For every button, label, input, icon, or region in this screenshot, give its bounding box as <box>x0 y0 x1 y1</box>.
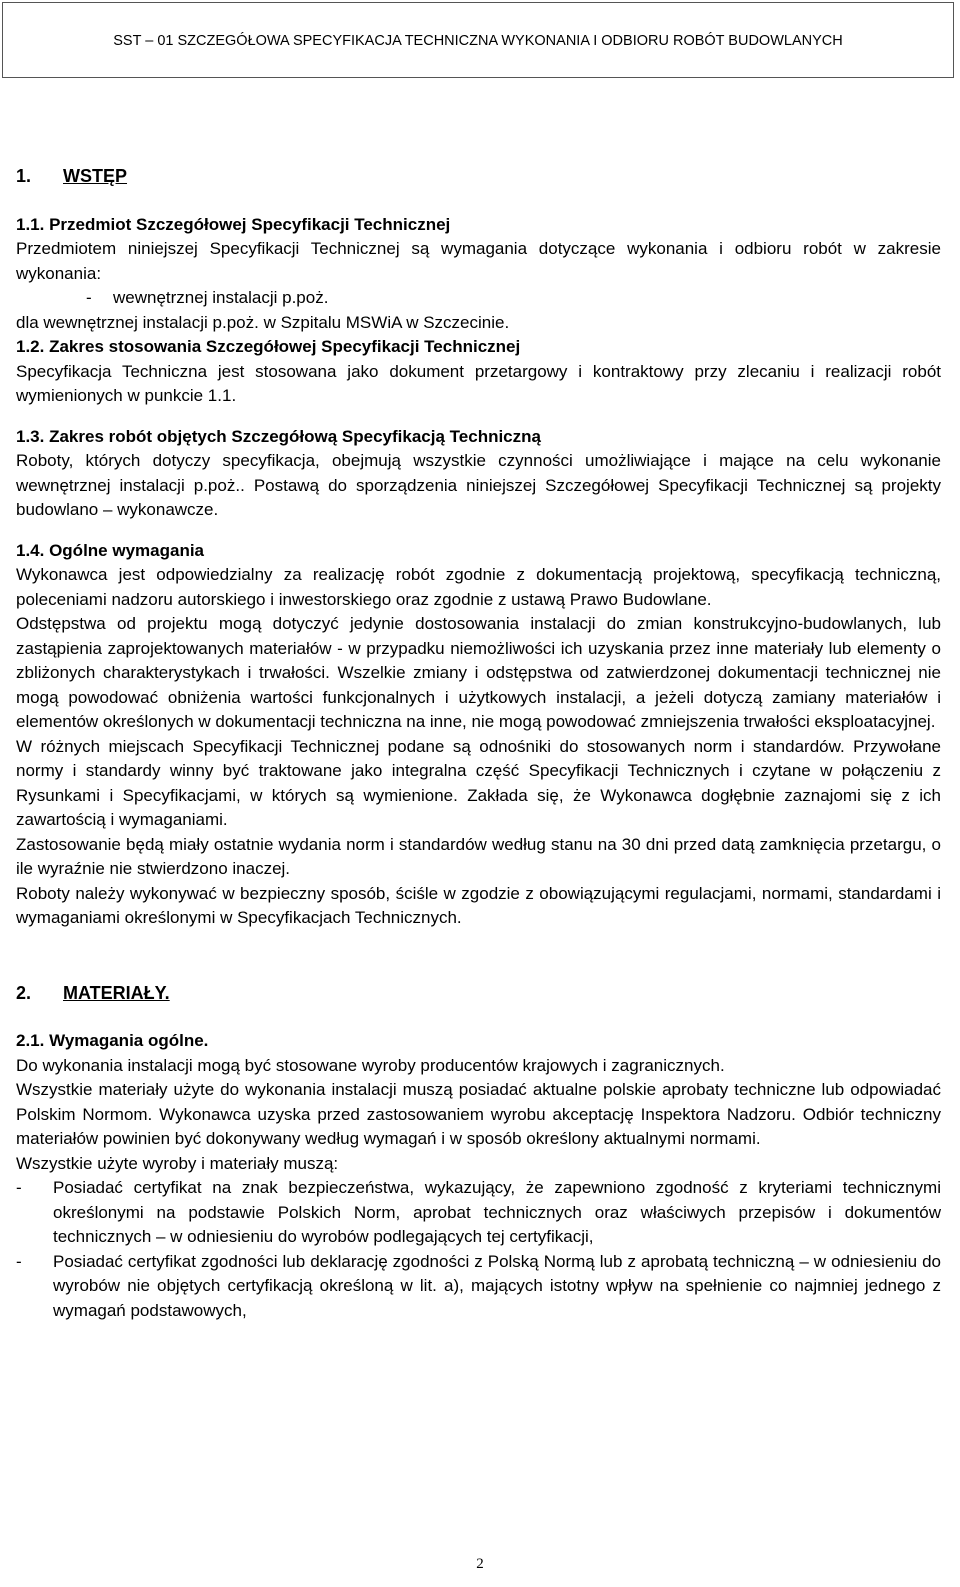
section-1-4-heading: 1.4. Ogólne wymagania <box>16 540 205 560</box>
paragraph: Wszystkie użyte wyroby i materiały muszą: <box>16 1153 339 1173</box>
list-marker: - <box>16 1178 22 1197</box>
dash-marker: - <box>86 288 92 307</box>
list-item-text: Posiadać certyfikat na znak bezpieczeństwa, wykazujący, że zapewniono zgodność z kryteriami technicznymi określonymi na podstawie Polskich Norm, aprobat technicznych oraz właściwych przepisów i dokumentów technicznych – w odniesieniu do wyrobów podlegających tej certyfikacji, <box>53 1178 941 1246</box>
page-header <box>2 2 954 78</box>
dash-item-text: wewnętrznej instalacji p.poż. <box>113 288 329 307</box>
header-title: SST – 01 SZCZEGÓŁOWA SPECYFIKACJA TECHNICZNA WYKONANIA I ODBIORU ROBÓT BUDOWLANYCH <box>113 33 843 49</box>
document-body <box>16 164 941 1323</box>
list-item <box>16 1250 941 1324</box>
paragraph: Specyfikacja Techniczna jest stosowana jako dokument przetargowy i kontraktowy przy zlecaniu i realizacji robót wymienionych w punkcie 1.1. <box>16 361 941 405</box>
paragraph: Roboty, których dotyczy specyfikacja, obejmują wszystkie czynności umożliwiające i mające na celu wykonanie wewnętrznej instalacji p.poż.. Postawą do sporządzenia niniejszej Szczegółowej Specyfikacji Technicznej są projekty budowlano – wykonawcze. <box>16 451 941 519</box>
paragraph: Do wykonania instalacji mogą być stosowane wyroby producentów krajowych i zagranicznych. <box>16 1055 725 1075</box>
section-title: WSTĘP <box>63 166 128 186</box>
dash-item <box>16 286 941 311</box>
section-2-1-heading: 2.1. Wymagania ogólne. <box>16 1031 209 1050</box>
list-item <box>16 1176 941 1250</box>
paragraph: Roboty należy wykonywać w bezpieczny sposób, ściśle w zgodzie z obowiązującymi regulacjami, normami, standardami i wymaganiami określonymi w Specyfikacjach Technicznych. <box>16 883 941 927</box>
requirements-list <box>16 1176 941 1323</box>
list-marker: - <box>16 1251 22 1271</box>
section-1-3-heading: 1.3. Zakres robót objętych Szczegółową Specyfikacją Techniczną <box>16 426 541 446</box>
paragraph: Wszystkie materiały użyte do wykonania instalacji muszą posiadać aktualne polskie aprobaty techniczne lub odpowiadać Polskim Normom. Wykonawca uzyska przed zastosowaniem wyrobu akceptację Inspektora Nadzoru. Odbiór techniczny materiałów powinien być dokonywany według wymagań i w sposób określony aktualnymi normami. <box>16 1080 941 1148</box>
paragraph: Zastosowanie będą miały ostatnie wydania norm i standardów według stanu na 30 dni przed datą zamknięcia przetargu, o ile wyraźnie nie stwierdzono inaczej. <box>16 834 941 878</box>
paragraph: W różnych miejscach Specyfikacji Technicznej podane są odnośniki do stosowanych norm i standardów. Przywołane normy i standardy winny być traktowane jako integralna część Specyfikacji Technicznych i czytane w połączeniu z Rysunkami i Specyfikacjami, w których są wymienione. Zakłada się, że Wykonawca dogłębnie zaznajomi się z ich zawartością i wymaganiami. <box>16 736 941 829</box>
paragraph: Odstępstwa od projektu mogą dotyczyć jedynie dostosowania instalacji do zmian konstrukcyjno-budowlanych, lub zastąpienia zaprojektowanych materiałów - w przypadku niemożliwości ich uzyskania przez inne materiały lub elementy o zbliżonych charakterystykach i trwałości. Wszelkie zmiany i odstępstwa od zatwierdzonej dokumentacji technicznej nie mogą powodować obniżenia wartości funkcjonalnych i użytkowych instalacji, a jeżeli dotyczą zamiany materiałów i elementów określonych w dokumentacji techniczna na inne, nie mogą powodować zmniejszenia trwałości eksploatacyjnej. <box>16 614 941 731</box>
page-number: 2 <box>476 1556 484 1572</box>
section-title: MATERIAŁY. <box>63 982 170 1003</box>
section-1-2-heading: 1.2. Zakres stosowania Szczegółowej Specyfikacji Technicznej <box>16 337 521 356</box>
section-number: 1. <box>16 166 32 186</box>
section-1-heading <box>16 164 941 189</box>
section-1-1-heading: 1.1. Przedmiot Szczegółowej Specyfikacji Technicznej <box>16 214 451 234</box>
section-number: 2. <box>16 982 32 1003</box>
paragraph: Wykonawca jest odpowiedzialny za realizację robót zgodnie z dokumentacją projektową, specyfikacją techniczną, poleceniami nadzoru autorskiego i inwestorskiego oraz zgodnie z ustawą Prawo Budowlane. <box>16 565 941 609</box>
paragraph: Przedmiotem niniejszej Specyfikacji Technicznej są wymagania dotyczące wykonania i odbioru robót w zakresie wykonania: <box>16 239 941 283</box>
section-2-heading <box>16 981 941 1006</box>
paragraph: dla wewnętrznej instalacji p.poż. w Szpitalu MSWiA w Szczecinie. <box>16 312 510 332</box>
list-item-text: Posiadać certyfikat zgodności lub deklarację zgodności z Polską Normą lub z aprobatą techniczną – w odniesieniu do wyrobów nie objętych certyfikacją określoną w lit. a), mających istotny wpływ na spełnienie co najmniej jednego z wymagań podstawowych, <box>53 1251 941 1320</box>
